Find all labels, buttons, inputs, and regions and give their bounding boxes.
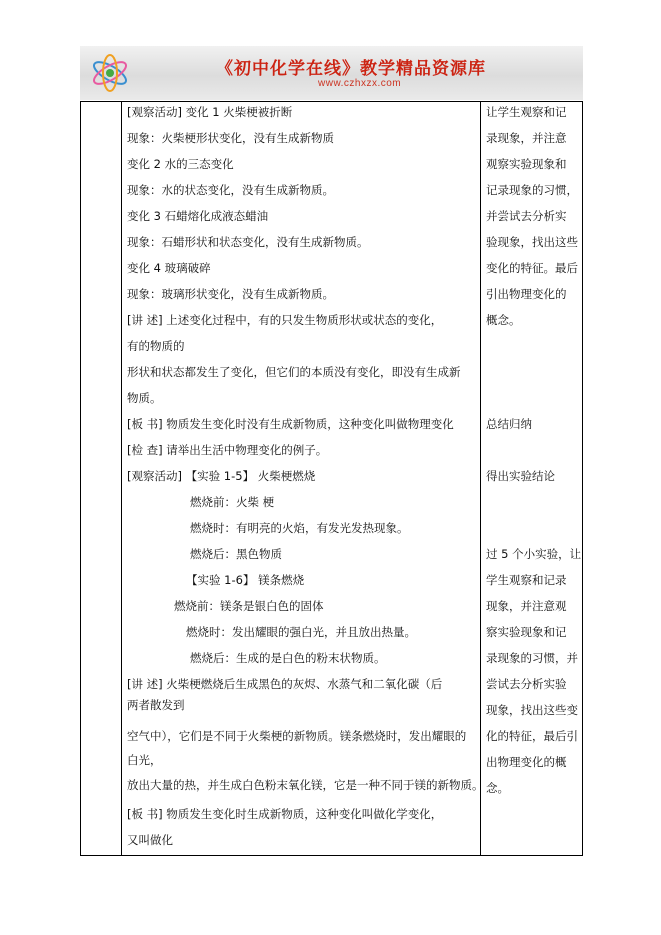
table-right-border [582,101,583,856]
note-line: 验现象，找出这些 [486,235,578,249]
banner-title: 《初中化学在线》教学精品资源库 [216,59,486,79]
note-line: 并尝试去分析实 [486,209,567,223]
note-line: 引出物理变化的 [486,287,567,301]
content-line: [板 书] 物质发生变化时没有生成新物质，这种变化叫做物理变化 [127,417,454,431]
header-banner [80,46,583,100]
content-line: 现象：玻璃形状变化，没有生成新物质。 [127,287,334,301]
content-line: [观察活动] 【实验 1-5】 火柴梗燃烧 [127,469,316,483]
content-line: [讲 述] 上述变化过程中，有的只发生物质形状或状态的变化， [127,313,443,327]
content-line: 变化 2 水的三态变化 [127,157,234,171]
note-line: 化的特征，最后引 [486,729,578,743]
content-line: 又叫做化 [127,833,173,847]
content-line: 燃烧前：火柴 梗 [190,495,275,509]
note-line: 概念。 [486,313,521,327]
table-top-border [80,101,583,102]
content-line: 燃烧前：镁条是银白色的固体 [174,599,324,613]
content-line: 燃烧后：生成的是白色的粉末状物质。 [190,651,386,665]
content-line: 燃烧时：发出耀眼的强白光，并且放出热量。 [186,625,416,639]
note-line: 记录现象的习惯， [486,183,578,197]
content-line: 【实验 1-6】 镁条燃烧 [186,573,305,587]
content-line: 放出大量的热，并生成白色粉末氧化镁，它是一种不同于镁的新物质。 [127,778,484,792]
content-line: 现象：石蜡形状和状态变化，没有生成新物质。 [127,235,369,249]
content-line: [板 书] 物质发生变化时生成新物质，这种变化叫做化学变化， [127,807,443,821]
note-line: 现象，并注意观 [486,599,567,613]
note-line: 让学生观察和记 [486,105,567,119]
note-line: 尝试去分析实验 [486,677,567,691]
atom-logo-icon [86,49,134,97]
note-line: 学生观察和记录 [486,573,567,587]
content-line: [检 查] 请举出生活中物理变化的例子。 [127,443,328,457]
content-line: 变化 4 玻璃破碎 [127,261,211,275]
note-line: 察实验现象和记 [486,625,567,639]
content-line: 变化 3 石蜡熔化成液态蜡油 [127,209,269,223]
content-line: [讲 述] 火柴梗燃烧后生成黑色的灰烬、水蒸气和二氧化碳（后 [127,677,443,691]
note-line: 观察实验现象和 [486,157,567,171]
content-line: 燃烧后：黑色物质 [190,547,282,561]
content-line: 现象：火柴梗形状变化，没有生成新物质 [127,131,334,145]
content-line: [观察活动] 变化 1 火柴梗被折断 [127,105,293,119]
content-line: 两者散发到 [127,698,185,712]
note-summary: 总结归纳 [486,417,532,431]
content-line: 形状和状态都发生了变化，但它们的本质没有变化，即没有生成新 [127,365,461,379]
note-line: 变化的特征。最后 [486,261,578,275]
banner-url: www.czhxzx.com [318,78,402,89]
table-column-divider-1 [121,101,122,856]
content-line: 白光， [127,753,162,767]
note-line: 录现象的习惯，并 [486,651,578,665]
note-line: 出物理变化的概 [486,755,567,769]
table-column-divider-2 [480,101,481,856]
note-line: 录现象，并注意 [486,131,567,145]
note-line: 现象，找出这些变 [486,703,578,717]
table-left-border [80,101,81,856]
note-conclusion: 得出实验结论 [486,469,555,483]
content-line: 物质。 [127,391,162,405]
note-line: 念。 [486,781,509,795]
content-line: 现象：水的状态变化，没有生成新物质。 [127,183,334,197]
table-bottom-border [80,855,583,856]
note-line: 过 5 个小实验，让 [486,547,582,561]
content-line: 空气中），它们是不同于火柴梗的新物质。镁条燃烧时，发出耀眼的 [127,729,467,743]
content-line: 燃烧时：有明亮的火焰，有发光发热现象。 [190,521,409,535]
content-line: 有的物质的 [127,339,185,353]
